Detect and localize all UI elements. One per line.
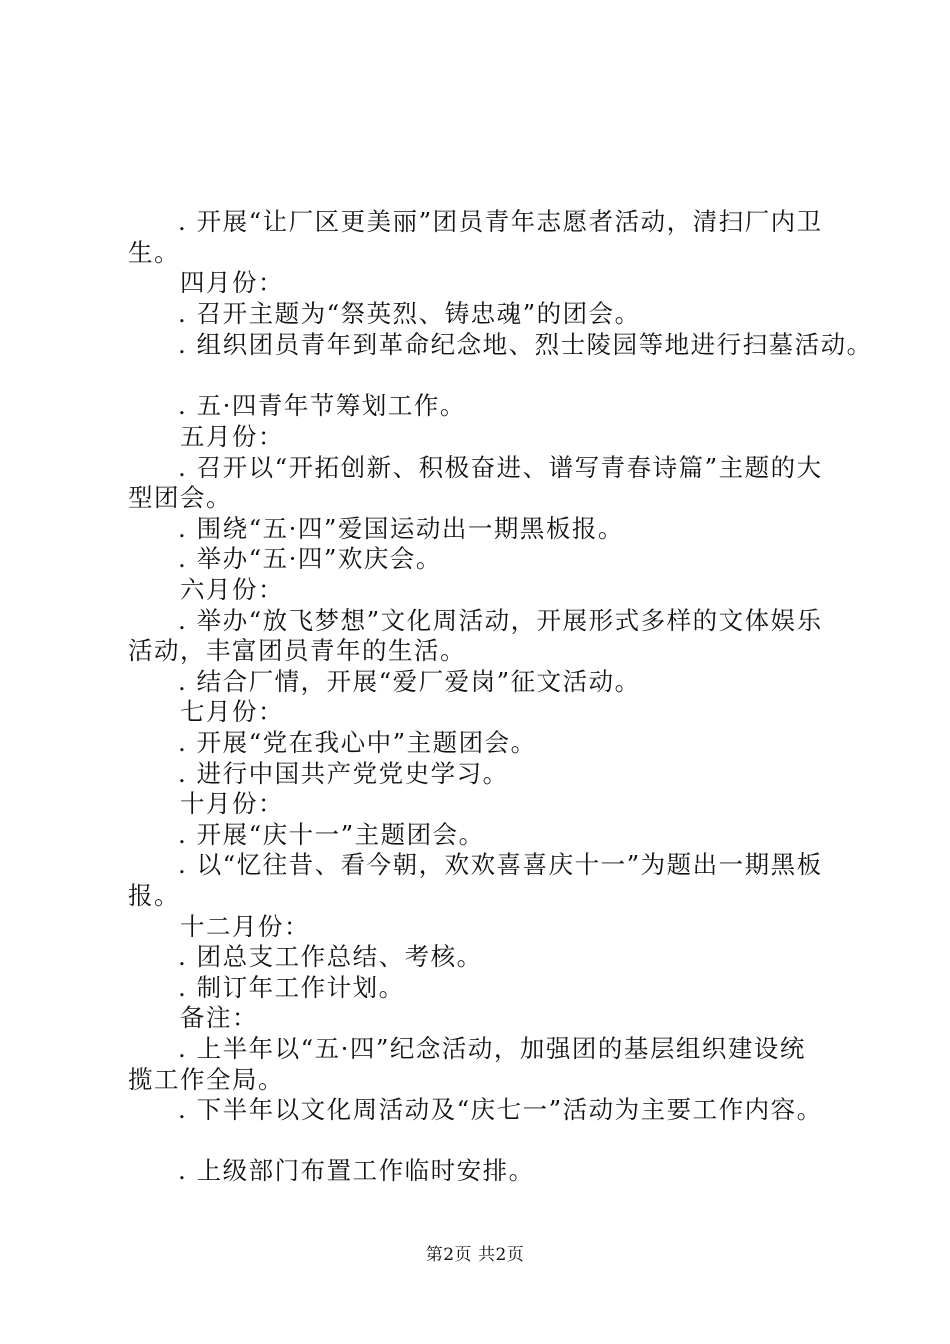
text-line: . 召开以“开拓创新、积极奋进、谱写青春诗篇”主题的大	[178, 453, 823, 482]
text-line: . 上半年以“五·四”纪念活动，加强团的基层组织建设统	[178, 1034, 806, 1063]
text-line: . 开展“党在我心中”主题团会。	[178, 728, 537, 757]
month-heading: 五月份：	[180, 422, 284, 451]
text-line: . 以“忆往昔、看今朝，欢欢喜喜庆十一”为题出一期黑板	[178, 850, 823, 879]
page-footer: 第2页 共2页	[425, 1245, 525, 1265]
text-line: . 团总支工作总结、考核。	[178, 942, 483, 971]
text-line: . 结合厂情，开展“爱厂爱岗”征文活动。	[178, 667, 641, 696]
text-line: . 开展“庆十一”主题团会。	[178, 820, 485, 849]
text-line: 报。	[128, 881, 180, 910]
text-line: . 举办“五·四”欢庆会。	[178, 544, 442, 573]
text-line: . 举办“放飞梦想”文化周活动，开展形式多样的文体娱乐	[178, 606, 823, 635]
month-heading: 六月份：	[180, 575, 284, 604]
month-heading: 四月份：	[180, 268, 284, 297]
text-line: . 进行中国共产党党史学习。	[178, 759, 509, 788]
month-heading: 十月份：	[180, 789, 284, 818]
text-line: . 制订年工作计划。	[178, 973, 405, 1002]
text-line: . 围绕“五·四”爱国运动出一期黑板报。	[178, 514, 624, 543]
text-line: . 组织团员青年到革命纪念地、烈士陵园等地进行扫墓活动。	[178, 330, 873, 359]
text-line: 生。	[128, 238, 180, 267]
text-line: . 五·四青年节筹划工作。	[178, 391, 466, 420]
month-heading: 十二月份：	[180, 912, 310, 941]
text-line: 型团会。	[128, 483, 232, 512]
text-line: . 上级部门布置工作临时安排。	[178, 1156, 535, 1185]
text-line: . 下半年以文化周活动及“庆七一”活动为主要工作内容。	[178, 1095, 823, 1124]
text-line: . 召开主题为“祭英烈、铸忠魂”的团会。	[178, 299, 641, 328]
text-line: 活动，丰富团员青年的生活。	[128, 636, 466, 665]
month-heading: 七月份：	[180, 697, 284, 726]
text-line: 揽工作全局。	[128, 1065, 284, 1094]
text-line: . 开展“让厂区更美丽”团员青年志愿者活动，清扫厂内卫	[178, 207, 823, 236]
notes-heading: 备注：	[180, 1003, 258, 1032]
